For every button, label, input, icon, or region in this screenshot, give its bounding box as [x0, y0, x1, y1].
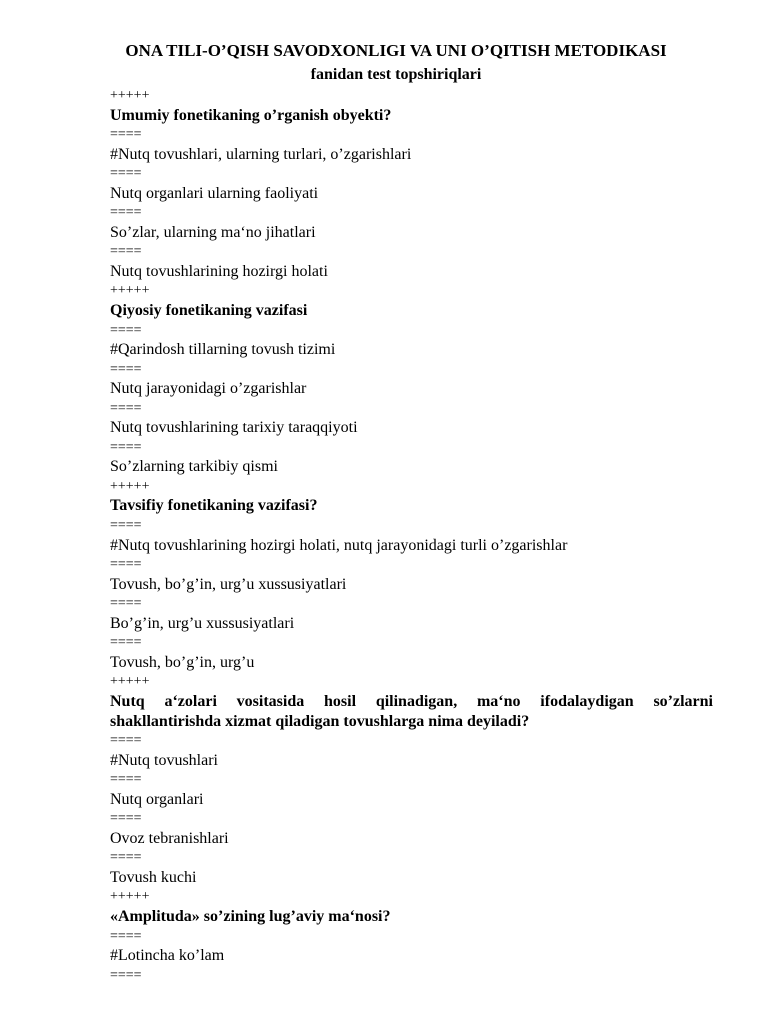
question-text: Umumiy fonetikaning o’rganish obyekti?: [110, 106, 392, 124]
answer-option: Nutq organlari: [110, 790, 204, 808]
correct-answer-option: #Qarindosh tillarning tovush tizimi: [110, 341, 336, 359]
answer-option: Ovoz tebranishlari: [110, 829, 229, 847]
answer-separator: ====: [110, 166, 142, 182]
answer-option: So’zlarning tarkibiy qismi: [110, 458, 278, 476]
answer-separator: ====: [110, 400, 142, 416]
question-separator: +++++: [110, 674, 150, 690]
answer-separator: ====: [110, 733, 142, 749]
answer-separator: ====: [110, 518, 142, 534]
answer-option: So’zlar, ularning ma‘no jihatlari: [110, 223, 316, 241]
answer-separator: ====: [110, 811, 142, 827]
answer-separator: ====: [110, 850, 142, 866]
answer-option: Tovush kuchi: [110, 868, 197, 886]
question-separator: +++++: [110, 88, 150, 103]
document-subtitle: fanidan test topshiriqlari: [310, 66, 482, 83]
correct-answer-option: #Nutq tovushlari: [110, 751, 218, 769]
answer-separator: ====: [110, 322, 142, 338]
answer-option: Tovush, bo’g’in, urg’u: [110, 653, 255, 671]
answer-option: Tovush, bo’g’in, urg’u xussusiyatlari: [110, 575, 347, 593]
answer-separator: ====: [110, 244, 142, 260]
answer-separator: ====: [110, 596, 142, 612]
answer-separator: ====: [110, 635, 142, 651]
answer-separator: ====: [110, 928, 142, 944]
question-text: «Amplituda» so’zining lug’aviy ma‘nosi?: [110, 907, 391, 925]
correct-answer-option: #Nutq tovushlarining hozirgi holati, nutq jarayonidagi turli o’zgarishlar: [110, 536, 568, 554]
answer-separator: ====: [110, 361, 142, 377]
question-separator: +++++: [110, 283, 150, 299]
document-title: ONA TILI-O’QISH SAVODXONLIGI VA UNI O’QITISH METODIKASI: [125, 41, 667, 60]
question-text: Qiyosiy fonetikaning vazifasi: [110, 302, 308, 320]
answer-option: Nutq jarayonidagi o’zgarishlar: [110, 380, 307, 398]
answer-separator: ====: [110, 127, 142, 143]
answer-option: Bo’g’in, urg’u xussusiyatlari: [110, 614, 295, 632]
answer-option: Nutq tovushlarining hozirgi holati: [110, 262, 328, 280]
correct-answer-option: #Lotincha ko’lam: [110, 947, 225, 965]
answer-separator: ====: [110, 205, 142, 221]
answer-option: Nutq organlari ularning faoliyati: [110, 184, 319, 202]
answer-option: Nutq tovushlarining tarixiy taraqqiyoti: [110, 419, 358, 437]
test-content: [110, 86, 712, 985]
answer-separator: ====: [110, 557, 142, 573]
answer-separator: ====: [110, 772, 142, 788]
question-separator: +++++: [110, 478, 150, 494]
question-text: Tavsifiy fonetikaning vazifasi?: [110, 497, 318, 515]
answer-separator: ====: [110, 967, 142, 983]
answer-separator: ====: [110, 439, 142, 455]
question-separator: +++++: [110, 889, 150, 905]
correct-answer-option: #Nutq tovushlari, ularning turlari, o’zgarishlari: [110, 145, 412, 163]
question-text: Nutq a‘zolari vositasida hosil qilinadigan, ma‘no ifodalaydigan so’zlarni shakllantirishda xizmat qiladigan tovushlarga nima deyiladi?: [110, 692, 713, 730]
